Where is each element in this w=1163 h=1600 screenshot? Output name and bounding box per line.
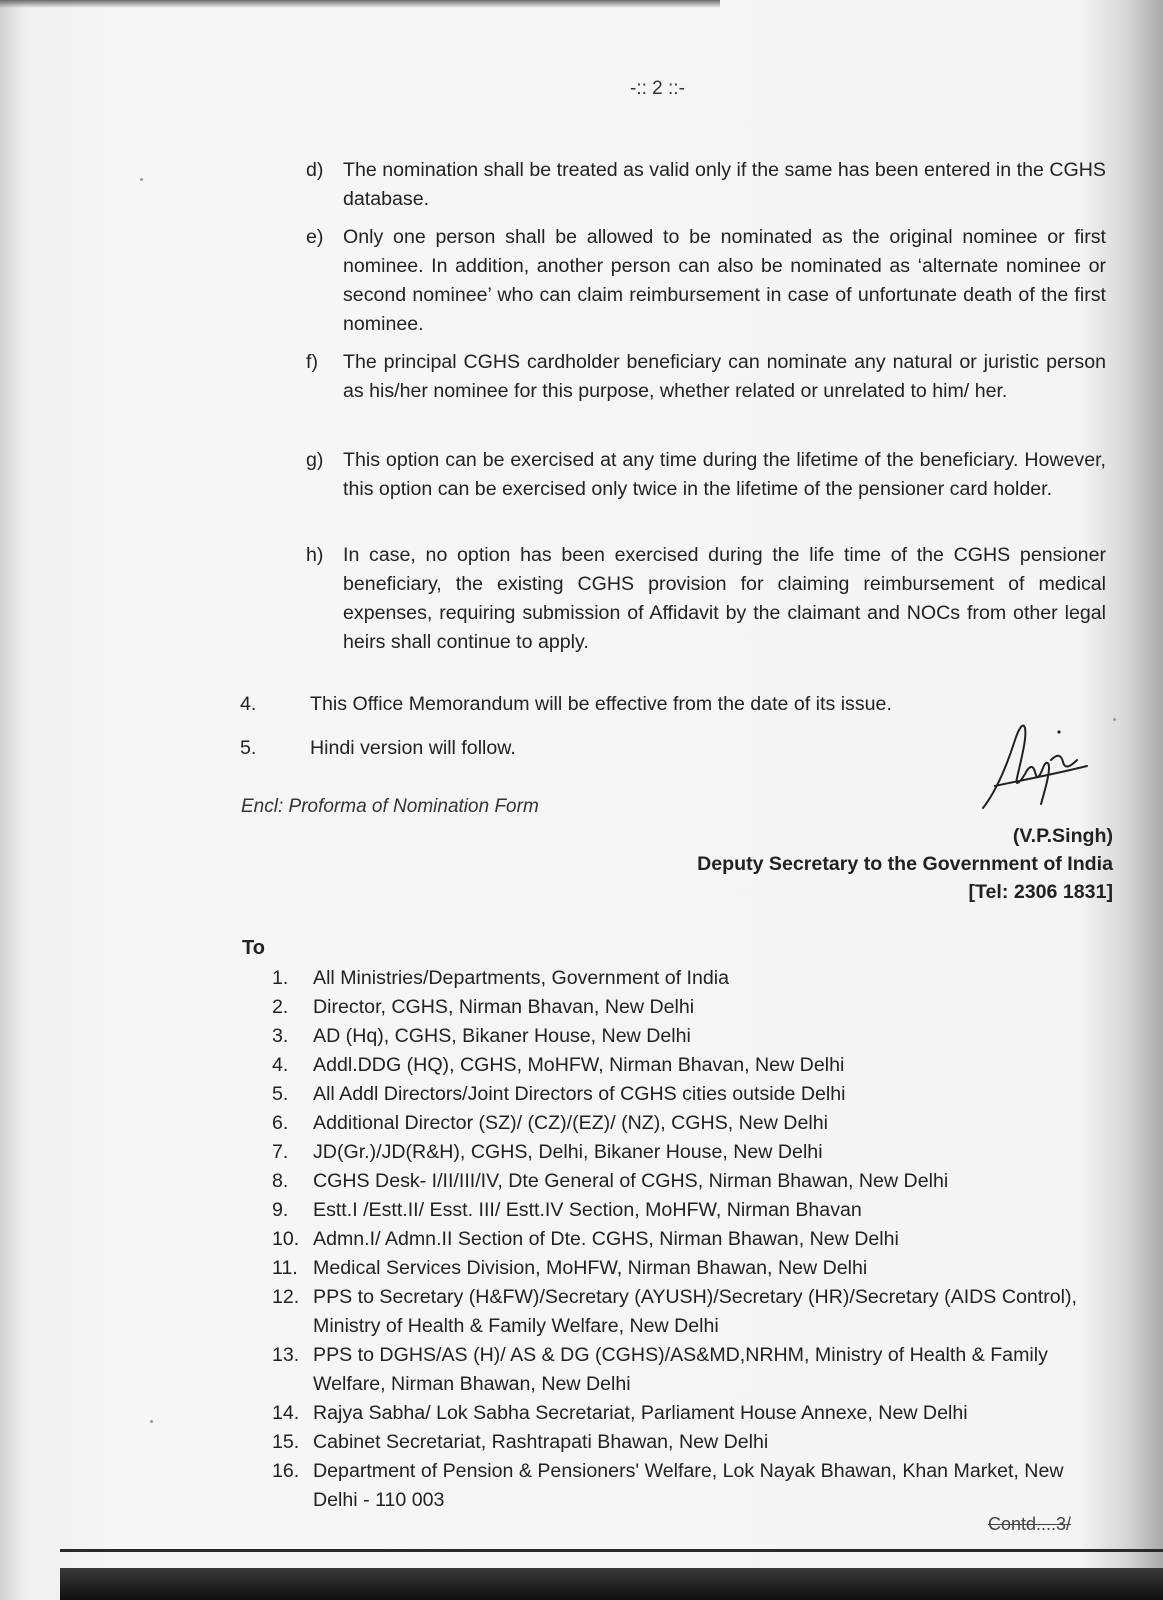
list-item-text: Rajya Sabha/ Lok Sabha Secretariat, Parliament House Annexe, New Delhi — [313, 1402, 968, 1424]
list-item-text: Additional Director (SZ)/ (CZ)/(EZ)/ (NZ), CGHS, New Delhi — [313, 1112, 828, 1134]
list-item — [272, 964, 1112, 993]
list-item — [272, 1109, 1112, 1138]
list-item — [272, 1167, 1112, 1196]
list-item-text: JD(Gr.)/JD(R&H), CGHS, Delhi, Bikaner House, New Delhi — [313, 1141, 823, 1163]
list-item-text: Addl.DDG (HQ), CGHS, MoHFW, Nirman Bhavan, New Delhi — [313, 1054, 845, 1076]
list-item — [272, 1196, 1112, 1225]
list-item-text: Medical Services Division, MoHFW, Nirman Bhawan, New Delhi — [313, 1257, 868, 1279]
distribution-list — [272, 964, 1112, 1515]
list-item-text: All Ministries/Departments, Government of India — [313, 967, 729, 989]
page-number: -:: 2 ::- — [630, 78, 685, 99]
list-item-number: 12. — [272, 1286, 300, 1308]
list-item-text: Director, CGHS, Nirman Bhavan, New Delhi — [313, 996, 695, 1018]
signatory-block — [697, 822, 1113, 906]
list-item — [272, 1225, 1112, 1254]
list-item — [272, 1080, 1112, 1109]
sub-item-text: In case, no option has been exercised during the life time of the CGHS pensioner beneficiary, the existing CGHS provision for claiming reimbursement of medical expenses, requiring submission of Affidavit by the claimant and NOCs from other legal heirs shall continue to apply. — [343, 544, 1106, 653]
list-item — [272, 1428, 1112, 1457]
list-item-number: 3. — [272, 1025, 289, 1047]
bottom-rule — [60, 1549, 1163, 1552]
paragraph-text: This Office Memorandum will be effective from the date of its issue. — [310, 693, 892, 715]
sub-item-text: Only one person shall be allowed to be nominated as the original nominee or first nominee. In addition, another person can also be nominated as ‘alternate nominee or second nominee’ who can claim reimbursement in case of unfortunate death of the first nominee. — [343, 226, 1106, 335]
list-item-number: 13. — [272, 1344, 300, 1366]
scan-speck — [140, 178, 143, 181]
list-item-number: 8. — [272, 1170, 289, 1192]
sub-item-label: g) — [306, 449, 324, 471]
scan-speck — [1113, 718, 1116, 721]
sub-item-label: f) — [306, 351, 318, 373]
sub-item-text: This option can be exercised at any time during the lifetime of the beneficiary. However, this option can be exercised only twice in the lifetime of the pensioner card holder. — [343, 449, 1106, 500]
list-item-number: 9. — [272, 1199, 289, 1221]
list-item-number: 2. — [272, 996, 289, 1018]
list-item-text: CGHS Desk- I/II/III/IV, Dte General of CGHS, Nirman Bhawan, New Delhi — [313, 1170, 949, 1192]
list-item-text: All Addl Directors/Joint Directors of CGHS cities outside Delhi — [313, 1083, 846, 1105]
list-item-number: 16. — [272, 1460, 300, 1482]
sub-item-label: d) — [306, 159, 324, 181]
list-item-number: 6. — [272, 1112, 289, 1134]
list-item-number: 7. — [272, 1141, 289, 1163]
list-item — [272, 993, 1112, 1022]
list-item-text: Estt.I /Estt.II/ Esst. III/ Estt.IV Section, MoHFW, Nirman Bhavan — [313, 1199, 862, 1221]
paragraph-number: 4. — [240, 693, 257, 715]
list-item — [272, 1283, 1112, 1341]
scan-top-edge — [0, 0, 720, 8]
list-item-text: PPS to Secretary (H&FW)/Secretary (AYUSH)/Secretary (HR)/Secretary (AIDS Control), Ministry of Health & Family Welfare, New Delhi — [313, 1286, 1077, 1337]
signatory-designation: Deputy Secretary to the Government of India — [697, 853, 1113, 875]
signatory-telephone: [Tel: 2306 1831] — [968, 881, 1113, 903]
paragraph-number: 5. — [240, 737, 257, 759]
continued-note: Contd....3/ — [988, 1514, 1072, 1534]
list-item-number: 14. — [272, 1402, 300, 1424]
list-item-number: 1. — [272, 967, 289, 989]
handwritten-signature — [975, 720, 1090, 815]
sub-item-label: h) — [306, 544, 324, 566]
list-item-text: AD (Hq), CGHS, Bikaner House, New Delhi — [313, 1025, 691, 1047]
sub-item-text: The nomination shall be treated as valid only if the same has been entered in the CGHS database. — [343, 159, 1106, 210]
list-item-text: PPS to DGHS/AS (H)/ AS & DG (CGHS)/AS&MD,NRHM, Ministry of Health & Family Welfare, Nirman Bhawan, New Delhi — [313, 1344, 1048, 1395]
scan-speck — [150, 1420, 153, 1423]
list-item-text: Cabinet Secretariat, Rashtrapati Bhawan, New Delhi — [313, 1431, 769, 1453]
signatory-name: (V.P.Singh) — [1012, 825, 1113, 847]
list-item-number: 15. — [272, 1431, 300, 1453]
list-item-number: 10. — [272, 1228, 300, 1250]
sub-item-text: The principal CGHS cardholder beneficiary can nominate any natural or juristic person as his/her nominee for this purpose, whether related or unrelated to him/ her. — [343, 351, 1106, 402]
list-item — [272, 1457, 1112, 1515]
list-item — [272, 1399, 1112, 1428]
list-item — [272, 1022, 1112, 1051]
list-item — [272, 1138, 1112, 1167]
list-item-number: 5. — [272, 1083, 289, 1105]
list-item — [272, 1254, 1112, 1283]
sub-item-label: e) — [306, 226, 324, 248]
list-item — [272, 1051, 1112, 1080]
list-item-number: 11. — [272, 1257, 298, 1279]
paragraph-text: Hindi version will follow. — [310, 737, 516, 759]
to-label: To — [242, 937, 265, 959]
enclosure-note: Encl: Proforma of Nomination Form — [241, 796, 539, 817]
scan-bottom-band — [60, 1568, 1163, 1600]
list-item-text: Department of Pension & Pensioners' Welfare, Lok Nayak Bhawan, Khan Market, New Delhi - 110 003 — [313, 1460, 1064, 1511]
list-item — [272, 1341, 1112, 1399]
list-item-text: Admn.I/ Admn.II Section of Dte. CGHS, Nirman Bhawan, New Delhi — [313, 1228, 899, 1250]
list-item-number: 4. — [272, 1054, 289, 1076]
